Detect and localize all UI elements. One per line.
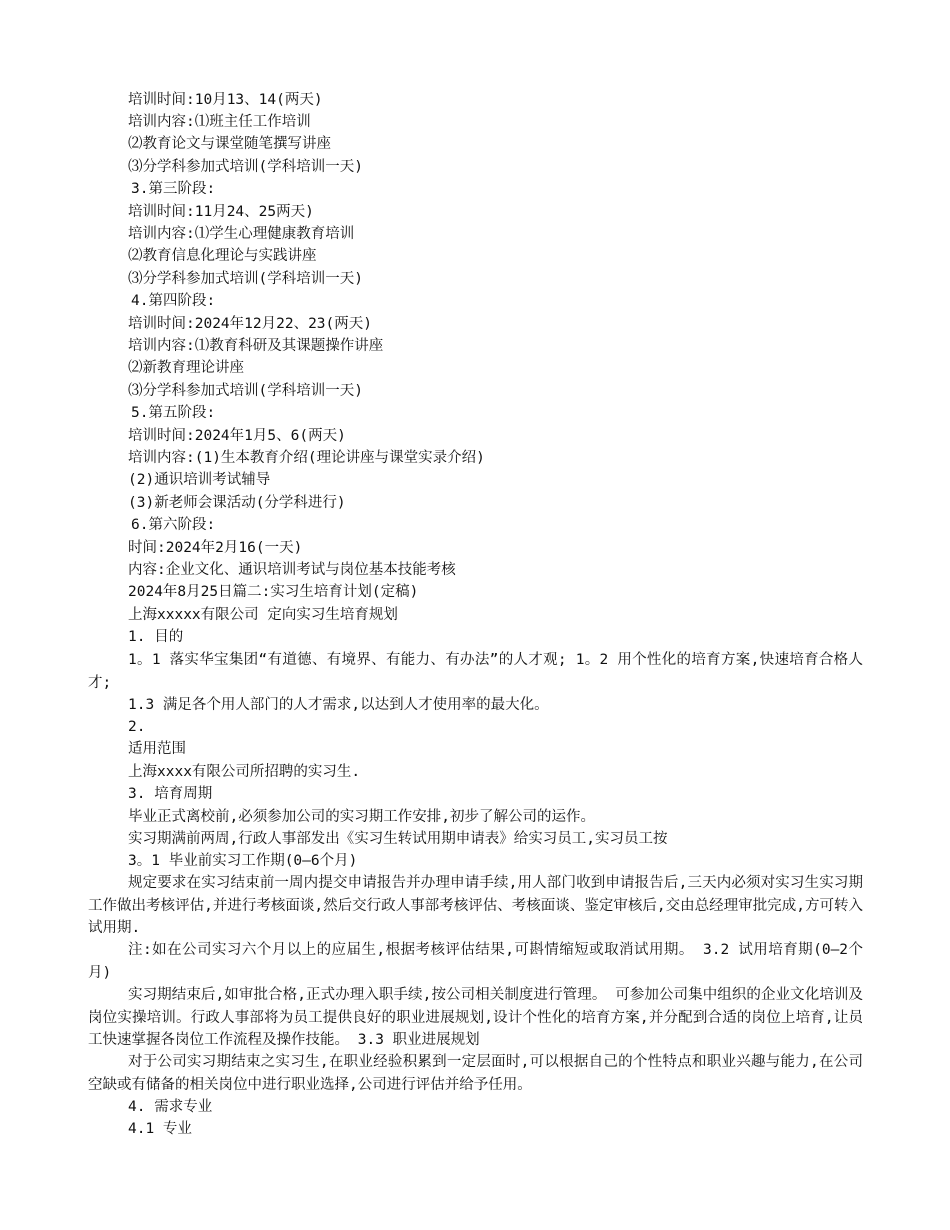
paragraph: 对于公司实习期结束之实习生,在职业经验积累到一定层面时,可以根据自己的个性特点和职业兴趣与能力,在公司空缺或有储备的相关岗位中进行职业选择,公司进行评估并给予任用。 — [88, 1054, 863, 1093]
text-line: 培训时间:10月13、14(两天) — [128, 92, 323, 108]
text-line: (2)通识培训考试辅导 — [128, 472, 271, 488]
text-line: ⑵新教育理论讲座 — [128, 360, 244, 376]
text-line: ⑶分学科参加式培训(学科培训一天) — [128, 159, 363, 175]
section-heading: 3. 培育周期 — [128, 786, 213, 802]
text-line: 培训内容:(1)生本教育介绍(理论讲座与课堂实录介绍) — [128, 450, 485, 466]
text-line: 实习期满前两周,行政人事部发出《实习生转试用期申请表》给实习员工,实习员工按 — [128, 831, 668, 847]
text-line: 培训内容:⑴班主任工作培训 — [128, 114, 311, 130]
section-heading: 5.第五阶段: — [131, 405, 216, 421]
text-line: 上海xxxx有限公司所招聘的实习生. — [128, 764, 361, 780]
section-number: 2. — [128, 719, 146, 735]
section-heading: 1. 目的 — [128, 629, 184, 645]
text-line: 1.3 满足各个用人部门的人才需求,以达到人才使用率的最大化。 — [128, 697, 549, 713]
text-line: 培训内容:⑴学生心理健康教育培训 — [128, 226, 355, 242]
section-heading: 4. 需求专业 — [128, 1099, 213, 1115]
text-line: (3)新老师会课活动(分学科进行) — [128, 495, 346, 511]
text-line: 2024年8月25日篇二:实习生培育计划(定稿) — [128, 584, 419, 600]
section-heading: 适用范围 — [128, 741, 186, 757]
document-title: 上海xxxxx有限公司 定向实习生培育规划 — [128, 607, 398, 623]
text-line: ⑶分学科参加式培训(学科培训一天) — [128, 271, 363, 287]
section-heading: 4.第四阶段: — [131, 293, 216, 309]
paragraph: 实习期结束后,如审批合格,正式办理入职手续,按公司相关制度进行管理。 可参加公司集中组织的企业文化培训及岗位实操培训。行政人事部将为员工提供良好的职业进展规划,设计个性化的培育方案,并分配到合适的岗位上培育,让员工快速掌握各岗位工作流程及操作技能。 3.3 职业进展规划 — [88, 987, 863, 1048]
subsection-heading: 3。1 毕业前实习工作期(0—6个月) — [128, 853, 358, 869]
text-line: 培训内容:⑴教育科研及其课题操作讲座 — [128, 338, 384, 354]
paragraph-note: 注:如在公司实习六个月以上的应届生,根据考核评估结果,可斟情缩短或取消试用期。 3.2 试用培育期(0—2个月) — [88, 942, 863, 981]
text-line: 内容:企业文化、通识培训考试与岗位基本技能考核 — [128, 562, 456, 578]
text-line: ⑵教育信息化理论与实践讲座 — [128, 248, 317, 264]
text-line: 培训时间:11月24、25两天) — [128, 204, 314, 220]
section-heading: 3.第三阶段: — [131, 181, 216, 197]
subsection-heading: 4.1 专业 — [128, 1121, 192, 1137]
text-line: 时间:2024年2月16(一天) — [128, 540, 303, 556]
paragraph: 1。1 落实华宝集团“有道德、有境界、有能力、有办法”的人才观; 1。2 用个性化的培育方案,快速培育合格人才; — [88, 652, 863, 691]
paragraph: 规定要求在实习结束前一周内提交申请报告并办理申请手续,用人部门收到申请报告后,三天内必须对实习生实习期工作做出考核评估,并进行考核面谈,然后交行政人事部考核评估、考核面谈、鉴定审核后,交由总经理审批完成,方可转入试用期. — [88, 875, 863, 936]
section-heading: 6.第六阶段: — [131, 517, 216, 533]
text-line: 培训时间:2024年1月5、6(两天) — [128, 428, 346, 444]
text-line: ⑶分学科参加式培训(学科培训一天) — [128, 383, 363, 399]
text-line: 培训时间:2024年12月22、23(两天) — [128, 316, 372, 332]
text-line: 毕业正式离校前,必须参加公司的实习期工作安排,初步了解公司的运作。 — [128, 809, 595, 825]
text-line: ⑵教育论文与课堂随笔撰写讲座 — [128, 136, 331, 152]
